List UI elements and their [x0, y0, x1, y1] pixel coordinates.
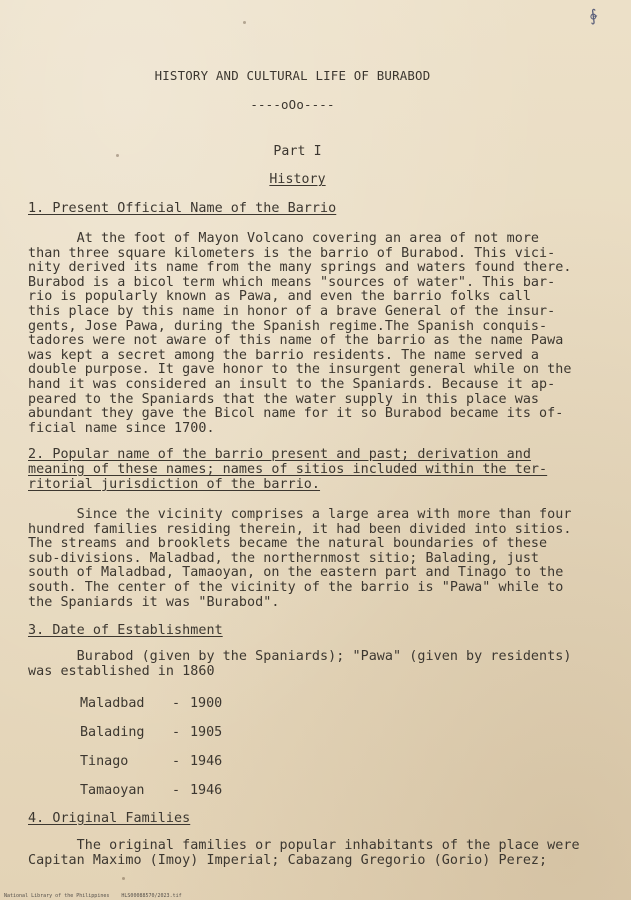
body-line: tadores were not aware of this name of the barrio as the name Pawa	[28, 333, 564, 349]
sitio-dash: -	[172, 783, 181, 798]
body-line: hand it was considered an insult to the Spaniards. Because it ap-	[28, 377, 556, 392]
body-line: was kept a secret among the barrio residents. The name served a	[28, 347, 540, 363]
document-title: HISTORY AND CULTURAL LIFE OF BURABOD	[154, 68, 431, 83]
scan-footer-caption: National Library of the Philippines HLS00088570/2023.tif	[4, 893, 182, 899]
body-line: rio is popularly known as Pawa, and even the barrio folks call	[28, 289, 531, 305]
body-line: hundred families residing therein, it had been divided into sitios.	[28, 521, 572, 537]
body-line: peared to the Spaniards that the water supply in this place was	[28, 391, 540, 407]
body-line: ficial name since 1700.	[28, 420, 215, 436]
sitio-name: Tinago	[80, 754, 129, 769]
sitio-dash: -	[172, 754, 181, 769]
sitio-dash: -	[172, 696, 181, 711]
sitio-dash: -	[172, 725, 181, 740]
paper-speck	[243, 21, 246, 24]
section-1-heading: 1. Present Official Name of the Barrio	[28, 201, 337, 216]
heading-line: meaning of these names; names of sitios included within the ter-	[28, 462, 548, 477]
body-line: gents, Jose Pawa, during the Spanish regime.The Spanish conquis-	[28, 318, 548, 334]
paper-speck	[116, 154, 119, 157]
sitio-year: 1946	[190, 783, 223, 798]
body-line: At the foot of Mayon Volcano covering an area of not more	[28, 231, 540, 246]
sitio-year: 1905	[190, 725, 223, 740]
title-ornament: ----oOo----	[250, 97, 335, 112]
body-line: Burabod (given by the Spaniards); "Pawa" (given by residents)	[28, 649, 572, 664]
body-line: was established in 1860	[28, 664, 215, 679]
body-line: nity derived its name from the many springs and waters found there.	[28, 260, 572, 276]
body-line: Burabod is a bicol term which means "sources of water". This bar-	[28, 274, 556, 290]
section-4-heading: 4. Original Families	[28, 811, 191, 826]
body-line: The streams and brooklets became the natural boundaries of these	[28, 536, 548, 552]
sitio-name: Tamaoyan	[80, 783, 145, 798]
sitio-name: Maladbad	[80, 696, 145, 711]
section-title-history: History	[269, 172, 326, 187]
body-line: abundant they gave the Bicol name for it so Burabod became its of-	[28, 406, 564, 422]
body-line: than three square kilometers is the barrio of Burabod. This vici-	[28, 245, 556, 261]
paper-speck	[122, 877, 125, 880]
body-line: double purpose. It gave honor to the insurgent general while on the	[28, 362, 572, 378]
body-line: the Spaniards it was "Burabod".	[28, 594, 280, 610]
sitio-year: 1946	[190, 754, 223, 769]
body-line: Capitan Maximo (Imoy) Imperial; Cabazang Gregorio (Gorio) Perez;	[28, 853, 548, 868]
sitio-name: Balading	[80, 725, 145, 740]
corner-handwritten-mark: ∲	[587, 5, 599, 26]
body-line: The original families or popular inhabitants of the place were	[28, 838, 580, 853]
part-label: Part I	[273, 144, 322, 159]
body-line: sub-divisions. Maladbad, the northernmost sitio; Balading, just	[28, 550, 540, 566]
sitio-year: 1900	[190, 696, 223, 711]
body-line: Since the vicinity comprises a large area with more than four	[28, 507, 572, 522]
section-3-heading: 3. Date of Establishment	[28, 623, 223, 638]
heading-line: 2. Popular name of the barrio present and past; derivation and	[28, 447, 531, 462]
body-line: this place by this name in honor of a brave General of the insur-	[28, 304, 556, 319]
body-line: south of Maladbad, Tamaoyan, on the eastern part and Tinago to the	[28, 565, 564, 581]
heading-line: ritorial jurisdiction of the barrio.	[28, 477, 321, 492]
body-line: south. The center of the vicinity of the barrio is "Pawa" while to	[28, 580, 564, 595]
